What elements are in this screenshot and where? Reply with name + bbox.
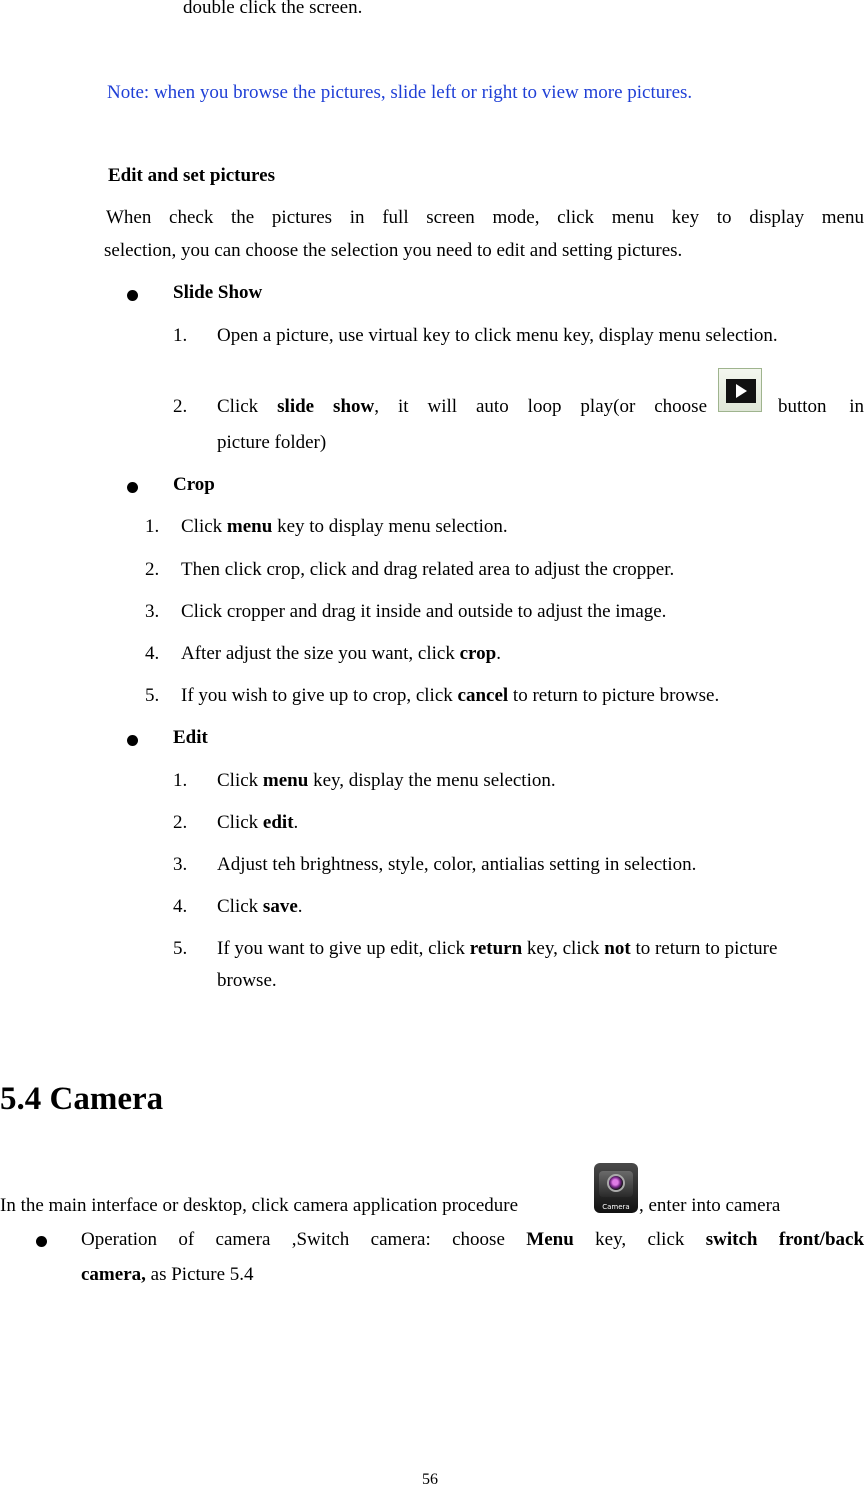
slide-show-item-2-tail: button in (778, 396, 864, 417)
intro-double-click: double click the screen. (183, 0, 363, 18)
edit-item-4-num: 4. (173, 896, 188, 917)
page-number: 56 (422, 1471, 438, 1488)
crop-item-2-num: 2. (145, 559, 160, 580)
edit-item-2-num: 2. (173, 812, 188, 833)
crop-item-2-text: Then click crop, click and drag related area to adjust the cropper. (181, 559, 675, 580)
slide-show-item-1-text: Open a picture, use virtual key to click menu key, display menu selection. (217, 325, 778, 346)
slide-show-item-1-num: 1. (173, 325, 188, 346)
crop-title: Crop (173, 474, 215, 495)
bullet-icon (127, 290, 138, 301)
camera-intro-post: , enter into camera (639, 1195, 781, 1216)
camera-operation-line1: Operation of camera ,Switch camera: choose Menu key, click switch front/back (81, 1229, 865, 1250)
slide-show-title: Slide Show (173, 282, 263, 303)
bullet-icon (127, 735, 138, 746)
edit-set-paragraph-line2: selection, you can choose the selection you need to edit and setting pictures. (104, 240, 683, 261)
bullet-icon (127, 482, 138, 493)
edit-item-5-line2: browse. (217, 970, 277, 991)
crop-item-1-num: 1. (145, 516, 160, 537)
crop-item-5-text: If you wish to give up to crop, click cancel to return to picture browse. (181, 685, 720, 706)
play-button-icon (718, 368, 762, 412)
crop-item-3-text: Click cropper and drag it inside and outside to adjust the image. (181, 601, 667, 622)
edit-item-2-text: Click edit. (217, 812, 299, 833)
slide-show-item-2-text: Click slide show, it will auto loop play(or choose (217, 396, 708, 417)
camera-intro-pre: In the main interface or desktop, click camera application procedure (0, 1195, 519, 1216)
slide-show-item-2-num: 2. (173, 396, 188, 417)
edit-item-3-num: 3. (173, 854, 188, 875)
edit-item-4-text: Click save. (217, 896, 303, 917)
slide-show-item-2-line2: picture folder) (217, 432, 327, 453)
crop-item-4-num: 4. (145, 643, 160, 664)
crop-item-1-text: Click menu key to display menu selection. (181, 516, 508, 537)
edit-item-5-text: If you want to give up edit, click return key, click not to return to picture (217, 938, 778, 959)
edit-set-paragraph-line1: When check the pictures in full screen mode, click menu key to display menu (106, 207, 864, 228)
camera-section-heading: 5.4 Camera (0, 1081, 164, 1117)
edit-item-5-num: 5. (173, 938, 188, 959)
camera-app-icon (594, 1163, 638, 1213)
crop-item-3-num: 3. (145, 601, 160, 622)
bullet-icon (36, 1236, 47, 1247)
edit-item-3-text: Adjust teh brightness, style, color, antialias setting in selection. (217, 854, 697, 875)
camera-icon-label: Camera (602, 1203, 630, 1211)
edit-title: Edit (173, 727, 208, 748)
crop-item-4-text: After adjust the size you want, click crop. (181, 643, 501, 664)
edit-item-1-text: Click menu key, display the menu selection. (217, 770, 556, 791)
edit-item-1-num: 1. (173, 770, 188, 791)
note-text: Note: when you browse the pictures, slide left or right to view more pictures. (107, 82, 693, 103)
camera-operation-line2: camera, as Picture 5.4 (81, 1264, 254, 1285)
crop-item-5-num: 5. (145, 685, 160, 706)
section-heading-edit-set: Edit and set pictures (108, 165, 275, 186)
